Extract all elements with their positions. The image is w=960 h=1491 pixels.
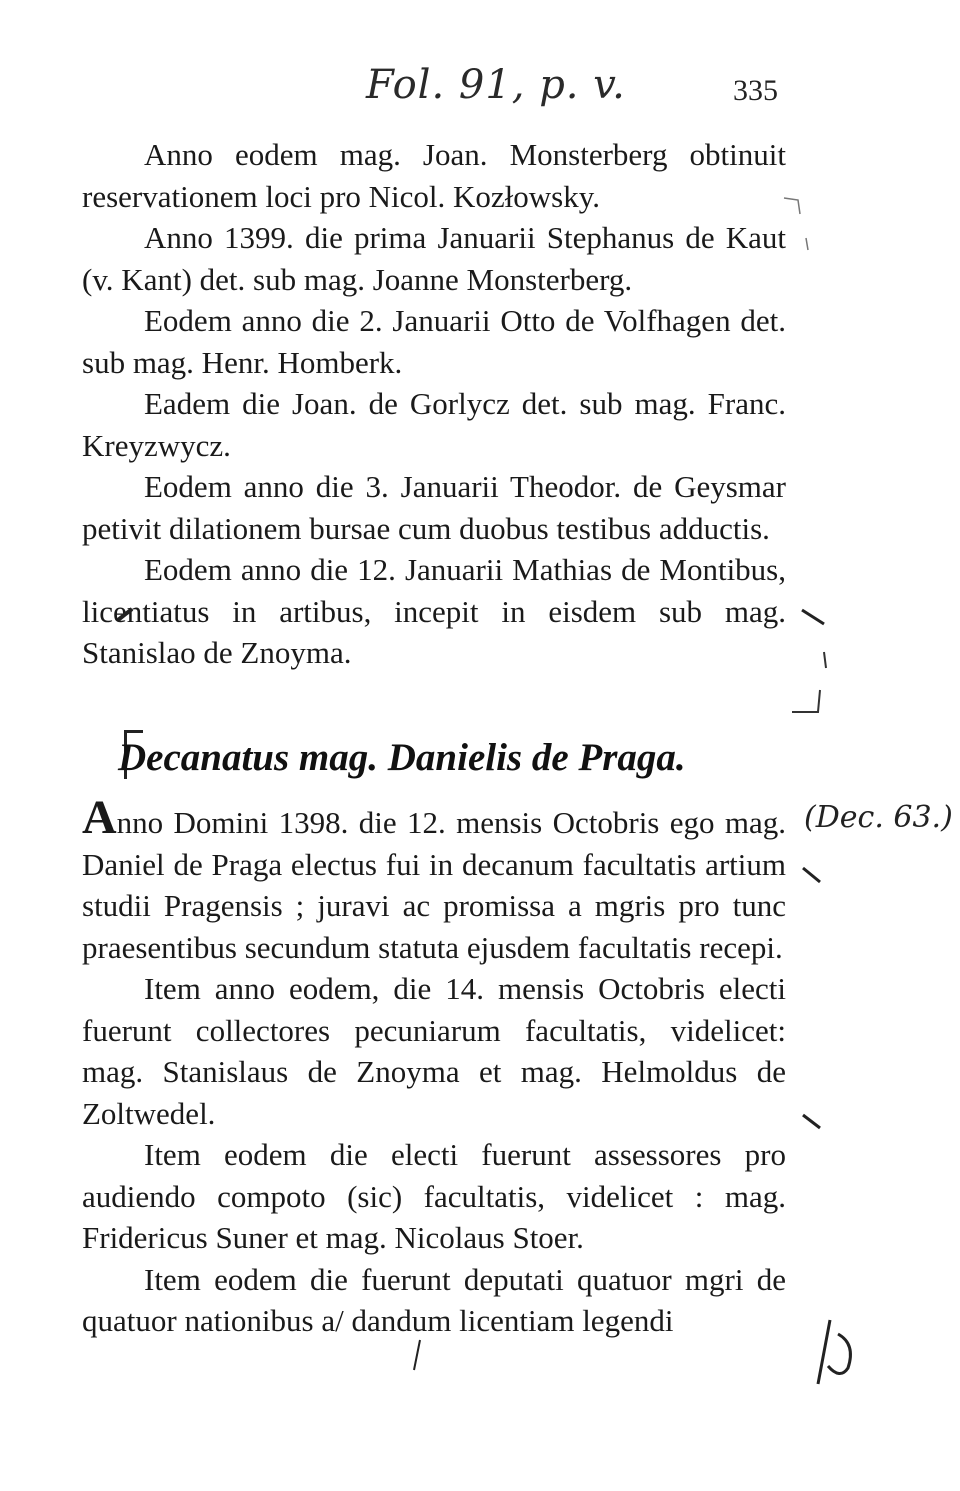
bracket-mark <box>784 198 808 250</box>
page-number: 335 <box>733 74 778 107</box>
dash-mark <box>118 609 132 620</box>
dash-mark <box>803 868 820 882</box>
handwritten-folio-note: Fol. 91, p. v. <box>366 62 626 108</box>
paragraph: Eodem anno die 3. Januarii Theodor. de Geysmar petivit dilationem bursae cum duobus testibus adductis. <box>82 469 786 546</box>
paragraph: Eodem anno die 2. Januarii Otto de Volfhagen det. sub mag. Henr. Homberk. <box>82 303 786 380</box>
slash-mark <box>818 1320 850 1384</box>
paragraph: Item eodem die fuerunt deputati quatuor mgri de quatuor nationibus a/ dandum licentiam legendi <box>82 1261 786 1338</box>
paragraph: Anno 1399. die prima Januarii Stephanus de Kaut (v. Kant) det. sub mag. Joanne Monsterberg. <box>82 220 786 297</box>
paragraph: Item anno eodem, die 14. mensis Octobris electi fuerunt collectores pecuniarum facultatis, videlicet: mag. Stanislaus de Znoyma et mag. Helmoldus de Zoltwedel. <box>82 971 786 1131</box>
dash-mark <box>802 610 824 624</box>
dash-mark <box>803 1115 820 1128</box>
handwritten-margin-note: (Dec. 63.) <box>804 800 953 835</box>
first-paragraph-text: nno Domini 1398. die 12. mensis Octobris ego mag. Daniel de Praga electus fui in decanum facultatis artium studii Pragensis ; juravi ac promissa a mgris pro tunc praesentibus secundum statuta ejusdem facultatis recepi. <box>82 805 786 965</box>
paragraph: Eodem anno die 12. Januarii Mathias de Montibus, licentiatus in artibus, incepit in eisdem sub mag. Stanislao de Znoyma. <box>82 552 786 670</box>
paragraph: Anno eodem mag. Joan. Monsterberg obtinuit reservationem loci pro Nicol. Kozłowsky. <box>82 137 786 214</box>
caret-mark <box>414 1340 420 1370</box>
section-heading: Decanatus mag. Danielis de Praga. <box>118 736 686 779</box>
drop-cap: A <box>82 791 117 844</box>
paragraph: Eadem die Joan. de Gorlycz det. sub mag. Franc. Kreyzwycz. <box>82 386 786 463</box>
bracket-mark <box>792 652 826 712</box>
paragraph: Item eodem die electi fuerunt assessores pro audiendo compoto (sic) facultatis, videlicet : mag. Fridericus Suner et mag. Nicolaus Stoer. <box>82 1137 786 1255</box>
